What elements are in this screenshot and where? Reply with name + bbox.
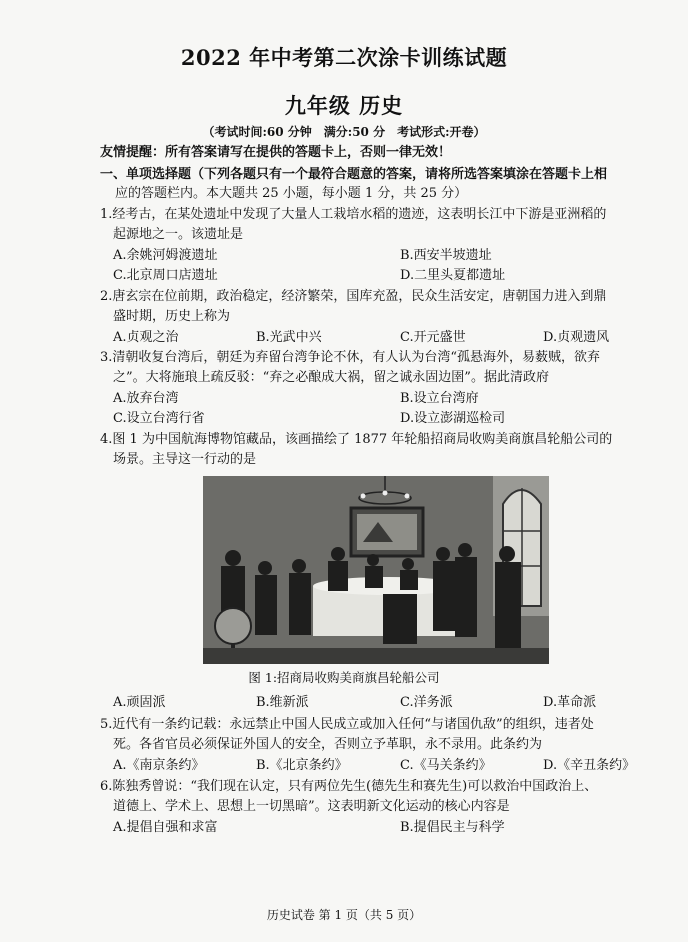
figure-caption: 图 1:招商局收购美商旗昌轮船公司 — [248, 670, 440, 685]
historical-painting-image — [203, 476, 549, 664]
question-5-option-a: A.《南京条约》 — [113, 758, 205, 773]
question-2-option-c: C.开元盛世 — [400, 330, 466, 345]
question-4-option-b: B.维新派 — [256, 695, 309, 710]
question-2-option-b: B.光武中兴 — [256, 330, 322, 345]
question-2-line1: 2.唐玄宗在位前期，政治稳定，经济繁荣，国库充盈，民众生活安定，唐朝国力进入到鼎 — [100, 289, 607, 304]
question-3-line1: 3.清朝收复台湾后，朝廷为弃留台湾争论不休，有人认为台湾“孤悬海外，易薮贼，欲弃 — [100, 350, 601, 365]
question-5-option-c: C.《马关条约》 — [400, 758, 492, 773]
question-3-line2: 之”。大将施琅上疏反驳：“弃之必酿成大祸，留之诚永固边圉”。据此清政府 — [113, 370, 549, 385]
question-1-line1: 1.经考古，在某处遗址中发现了大量人工栽培水稻的遗迹，这表明长江中下游是亚洲稻的 — [100, 207, 607, 222]
question-4-option-a: A.顽固派 — [113, 695, 166, 710]
exam-info: （考试时间:60 分钟 满分:50 分 考试形式:开卷） — [202, 125, 486, 139]
question-6-option-a: A.提倡自强和求富 — [113, 820, 218, 835]
question-3-option-d: D.设立澎湖巡检司 — [400, 411, 506, 426]
question-5-line1: 5.近代有一条约记载：永远禁止中国人民成立或加入任何“与诸国仇敌”的组织，违者处 — [100, 717, 594, 732]
question-2-line2: 盛时期，历史上称为 — [113, 309, 231, 324]
reminder: 友情提醒：所有答案请写在提供的答题卡上，否则一律无效！ — [100, 145, 452, 160]
section-heading-line1: 一、单项选择题（下列各题只有一个最符合题意的答案，请将所选答案填涂在答题卡上相 — [100, 167, 608, 182]
question-2-option-a: A.贞观之治 — [113, 330, 179, 345]
question-4-option-c: C.洋务派 — [400, 695, 453, 710]
question-3-option-b: B.设立台湾府 — [400, 391, 479, 406]
question-1-option-c: C.北京周口店遗址 — [113, 268, 218, 283]
question-4-line2: 场景。主导这一行动的是 — [113, 452, 257, 467]
question-1-line2: 起源地之一。该遗址是 — [113, 227, 244, 242]
question-1-option-d: D.二里头夏都遗址 — [400, 268, 506, 283]
question-1-option-b: B.西安半坡遗址 — [400, 248, 492, 263]
question-4-line1: 4.图 1 为中国航海博物馆藏品，该画描绘了 1877 年轮船招商局收购美商旗昌轮船公司的 — [100, 432, 613, 447]
question-3-option-a: A.放弃台湾 — [113, 391, 179, 406]
exam-subtitle: 九年级 历史 — [284, 93, 404, 118]
question-3-option-c: C.设立台湾行省 — [113, 411, 205, 426]
question-6-line2: 道德上、学术上、思想上一切黑暗”。这表明新文化运动的核心内容是 — [113, 799, 510, 814]
question-1-option-a: A.余姚河姆渡遗址 — [113, 248, 218, 263]
page-footer: 历史试卷 第 1 页（共 5 页） — [266, 908, 422, 922]
question-4-option-d: D.革命派 — [543, 695, 597, 710]
question-6-option-b: B.提倡民主与科学 — [400, 820, 505, 835]
section-heading-line2: 应的答题栏内。本大题共 25 小题，每小题 1 分，共 25 分） — [115, 186, 468, 201]
question-6-line1: 6.陈独秀曾说：“我们现在认定，只有两位先生(德先生和赛先生)可以救治中国政治上、 — [100, 779, 598, 794]
question-5-option-b: B.《北京条约》 — [256, 758, 348, 773]
painting-illustration — [203, 476, 549, 664]
exam-title: 2022 年中考第二次涂卡训练试题 — [180, 45, 508, 70]
question-2-option-d: D.贞观遗风 — [543, 330, 610, 345]
question-5-line2: 死。各省官员必须保证外国人的安全，否则立予革职，永不录用。此条约为 — [113, 737, 543, 752]
question-5-option-d: D.《辛丑条约》 — [543, 758, 636, 773]
